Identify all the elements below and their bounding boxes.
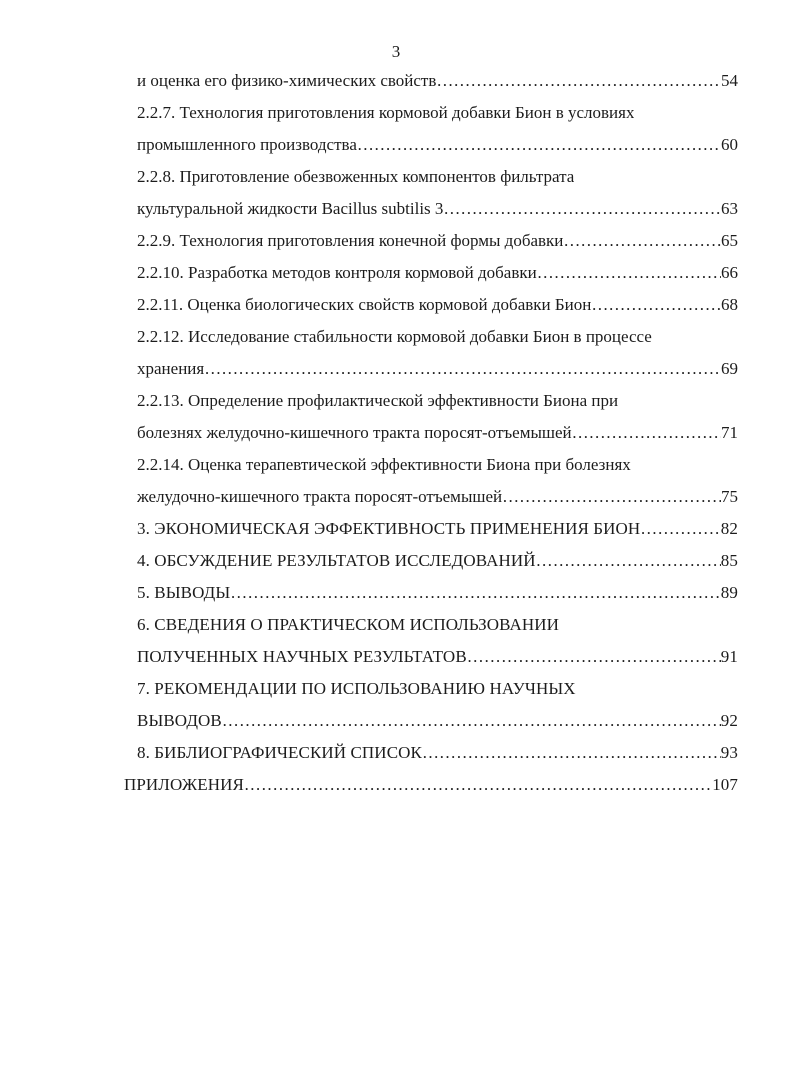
leader-dots <box>230 582 721 604</box>
leader-dots <box>563 230 721 252</box>
toc-entry-text: 4. ОБСУЖДЕНИЕ РЕЗУЛЬТАТОВ ИССЛЕДОВАНИЙ <box>137 551 536 570</box>
toc-entry-text: ПОЛУЧЕННЫХ НАУЧНЫХ РЕЗУЛЬТАТОВ <box>137 647 467 666</box>
leader-dots <box>244 774 712 796</box>
leader-dots <box>467 646 721 668</box>
toc-line <box>137 742 738 764</box>
toc-entry-page: 91 <box>720 647 738 666</box>
toc-entry-page: 63 <box>721 199 738 218</box>
toc-entry-page: 107 <box>712 775 738 794</box>
toc-entry-text: 8. БИБЛИОГРАФИЧЕСКИЙ СПИСОК <box>137 743 422 762</box>
toc-entry-heading: 2.2.14. Оценка терапевтической эффективности Биона при болезнях <box>137 455 631 474</box>
leader-dots <box>536 550 721 572</box>
toc-entry-text: культуральной жидкости Bacillus subtilis 3 <box>137 199 444 218</box>
toc-entry-text: хранения <box>137 359 205 378</box>
toc-entry-heading: 6. СВЕДЕНИЯ О ПРАКТИЧЕСКОМ ИСПОЛЬЗОВАНИИ <box>137 615 560 634</box>
toc-entry-text: и оценка его физико-химических свойств <box>137 71 437 90</box>
toc-entry-text: 2.2.9. Технология приготовления конечной формы добавки <box>137 231 564 250</box>
leader-dots <box>572 422 721 444</box>
toc-line <box>137 198 738 220</box>
toc-entry-text: 2.2.10. Разработка методов контроля кормовой добавки <box>137 263 537 282</box>
toc-entry-text: промышленного производства <box>137 135 357 154</box>
toc-entry-heading: 2.2.7. Технология приготовления кормовой добавки Бион в условиях <box>137 103 635 122</box>
toc-entry-text: ВЫВОДОВ <box>137 711 222 730</box>
toc-entry-text: ПРИЛОЖЕНИЯ <box>124 775 244 794</box>
toc-entry-page: 66 <box>721 263 738 282</box>
toc-entry-page: 82 <box>720 519 738 538</box>
leader-dots <box>502 486 721 508</box>
leader-dots <box>537 262 721 284</box>
toc-entry-heading: 7. РЕКОМЕНДАЦИИ ПО ИСПОЛЬЗОВАНИЮ НАУЧНЫХ <box>137 679 576 698</box>
toc-line <box>137 358 738 380</box>
toc-line <box>137 582 738 604</box>
toc-line <box>137 294 738 316</box>
toc-line <box>137 486 738 508</box>
leader-dots <box>436 70 721 92</box>
toc-line <box>137 518 738 540</box>
toc-entry-page: 65 <box>721 231 738 250</box>
toc-line <box>137 710 738 732</box>
toc-entry-page: 68 <box>721 295 738 314</box>
toc-entry-page: 60 <box>721 135 738 154</box>
toc-line <box>137 262 738 284</box>
toc-entry-text: 2.2.11. Оценка биологических свойств кормовой добавки Бион <box>137 295 592 314</box>
toc-entry-page: 89 <box>720 583 738 602</box>
leader-dots <box>443 198 721 220</box>
leader-dots <box>422 742 721 764</box>
toc-line <box>137 134 738 156</box>
toc-entry-heading: 2.2.12. Исследование стабильности кормовой добавки Бион в процессе <box>137 327 652 346</box>
toc-entry-text: желудочно-кишечного тракта поросят-отъемышей <box>137 487 503 506</box>
toc-entry-text: болезнях желудочно-кишечного тракта поросят-отъемышей <box>137 423 572 442</box>
toc-entry-page: 93 <box>720 743 738 762</box>
toc-entry-page: 75 <box>721 487 738 506</box>
leader-dots <box>640 518 721 540</box>
toc-entry-text: 5. ВЫВОДЫ <box>137 583 231 602</box>
toc-line <box>137 550 738 572</box>
toc-entry-heading: 2.2.8. Приготовление обезвоженных компонентов фильтрата <box>137 167 575 186</box>
toc-entry-page: 85 <box>720 551 738 570</box>
toc-entry-heading: 2.2.13. Определение профилактической эффективности Биона при <box>137 391 619 410</box>
toc-entry-page: 92 <box>720 711 738 730</box>
toc-line <box>137 646 738 668</box>
leader-dots <box>204 358 721 380</box>
leader-dots <box>357 134 721 156</box>
toc-line <box>137 70 738 92</box>
toc-entry-page: 71 <box>721 423 738 442</box>
toc-line <box>124 774 738 796</box>
toc-entry-page: 54 <box>721 71 738 90</box>
page-number: 3 <box>391 42 401 61</box>
toc-entry-text: 3. ЭКОНОМИЧЕСКАЯ ЭФФЕКТИВНОСТЬ ПРИМЕНЕНИЯ БИОН <box>137 519 641 538</box>
leader-dots <box>222 710 721 732</box>
toc-line <box>137 230 738 252</box>
leader-dots <box>591 294 721 316</box>
toc-line <box>137 422 738 444</box>
toc-entry-page: 69 <box>721 359 738 378</box>
